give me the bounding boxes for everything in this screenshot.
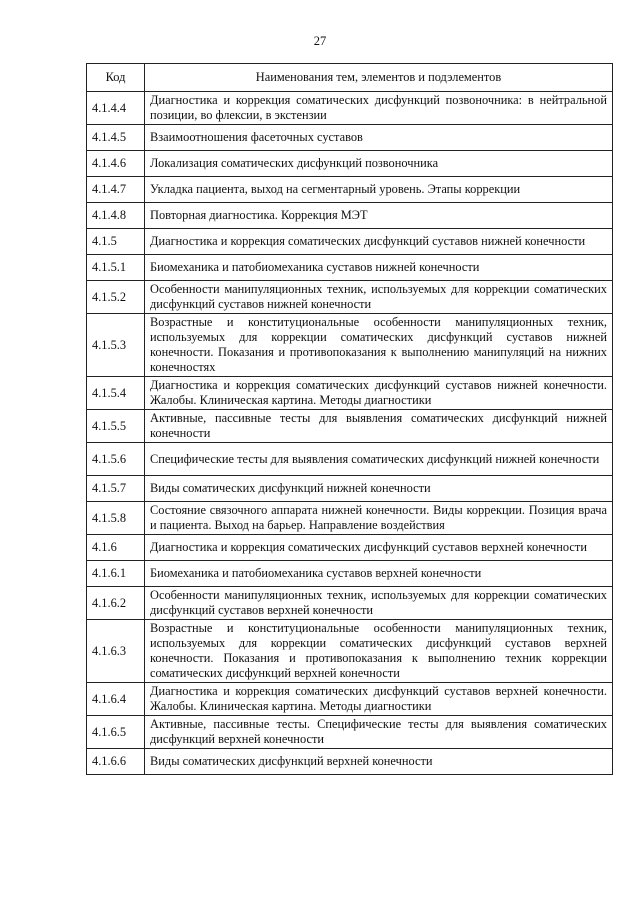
- row-title: Диагностика и коррекция соматических дисфункций позвоночника: в нейтральной позиции, во флексии, в экстензии: [145, 92, 613, 125]
- row-code: 4.1.4.4: [87, 92, 145, 125]
- header-name: Наименования тем, элементов и подэлементов: [145, 64, 613, 92]
- row-code: 4.1.5.2: [87, 281, 145, 314]
- table-row: [87, 683, 613, 716]
- topics-table: [86, 63, 613, 775]
- row-title: Активные, пассивные тесты для выявления соматических дисфункций нижней конечности: [145, 410, 613, 443]
- table-row: [87, 255, 613, 281]
- table-row: [87, 476, 613, 502]
- row-code: 4.1.5: [87, 229, 145, 255]
- header-code: Код: [87, 64, 145, 92]
- table-row: [87, 125, 613, 151]
- row-code: 4.1.5.4: [87, 377, 145, 410]
- row-title: Возрастные и конституциональные особенности манипуляционных техник, используемых для коррекции соматических дисфункций суставов верхней конечности. Показания и противопоказания к выполнению техник коррекции соматических дисфункций верхней конечности: [145, 620, 613, 683]
- row-code: 4.1.6.5: [87, 716, 145, 749]
- row-code: 4.1.5.8: [87, 502, 145, 535]
- row-title: Специфические тесты для выявления соматических дисфункций нижней конечности: [145, 443, 613, 476]
- table-row: [87, 749, 613, 775]
- row-title: Состояние связочного аппарата нижней конечности. Виды коррекции. Позиция врача и пациента. Выход на барьер. Направление воздействия: [145, 502, 613, 535]
- row-code: 4.1.5.1: [87, 255, 145, 281]
- row-title: Активные, пассивные тесты. Специфические тесты для выявления соматических дисфункций верхней конечности: [145, 716, 613, 749]
- row-code: 4.1.6.1: [87, 561, 145, 587]
- table-header-row: [87, 64, 613, 92]
- row-code: 4.1.5.6: [87, 443, 145, 476]
- table-row: [87, 587, 613, 620]
- table-row: [87, 203, 613, 229]
- row-code: 4.1.6.3: [87, 620, 145, 683]
- row-title: Особенности манипуляционных техник, используемых для коррекции соматических дисфункций суставов верхней конечности: [145, 587, 613, 620]
- table-row: [87, 377, 613, 410]
- row-title: Повторная диагностика. Коррекция МЭТ: [145, 203, 613, 229]
- table-row: [87, 535, 613, 561]
- row-title: Биомеханика и патобиомеханика суставов верхней конечности: [145, 561, 613, 587]
- row-code: 4.1.5.7: [87, 476, 145, 502]
- table-row: [87, 281, 613, 314]
- row-code: 4.1.5.3: [87, 314, 145, 377]
- row-code: 4.1.6.6: [87, 749, 145, 775]
- table-row: [87, 502, 613, 535]
- row-title: Диагностика и коррекция соматических дисфункций суставов нижней конечности. Жалобы. Клиническая картина. Методы диагностики: [145, 377, 613, 410]
- row-code: 4.1.6.2: [87, 587, 145, 620]
- row-code: 4.1.4.8: [87, 203, 145, 229]
- row-code: 4.1.6: [87, 535, 145, 561]
- row-title: Диагностика и коррекция соматических дисфункций суставов верхней конечности. Жалобы. Клиническая картина. Методы диагностики: [145, 683, 613, 716]
- table-row: [87, 92, 613, 125]
- row-code: 4.1.6.4: [87, 683, 145, 716]
- row-code: 4.1.4.5: [87, 125, 145, 151]
- table-row: [87, 620, 613, 683]
- row-title: Взаимоотношения фасеточных суставов: [145, 125, 613, 151]
- table-body: [87, 92, 613, 775]
- row-title: Виды соматических дисфункций верхней конечности: [145, 749, 613, 775]
- table-row: [87, 177, 613, 203]
- row-title: Возрастные и конституциональные особенности манипуляционных техник, используемых для коррекции соматических дисфункций суставов нижней конечности. Показания и противопоказания к выполнению манипуляций на нижних конечностях: [145, 314, 613, 377]
- table-row: [87, 561, 613, 587]
- table-row: [87, 229, 613, 255]
- row-title: Диагностика и коррекция соматических дисфункций суставов верхней конечности: [145, 535, 613, 561]
- row-code: 4.1.5.5: [87, 410, 145, 443]
- row-title: Укладка пациента, выход на сегментарный уровень. Этапы коррекции: [145, 177, 613, 203]
- table-row: [87, 443, 613, 476]
- row-title: Виды соматических дисфункций нижней конечности: [145, 476, 613, 502]
- row-title: Локализация соматических дисфункций позвоночника: [145, 151, 613, 177]
- row-title: Особенности манипуляционных техник, используемых для коррекции соматических дисфункций суставов нижней конечности: [145, 281, 613, 314]
- row-title: Диагностика и коррекция соматических дисфункций суставов нижней конечности: [145, 229, 613, 255]
- row-code: 4.1.4.6: [87, 151, 145, 177]
- row-code: 4.1.4.7: [87, 177, 145, 203]
- row-title: Биомеханика и патобиомеханика суставов нижней конечности: [145, 255, 613, 281]
- page-number: 27: [313, 34, 327, 48]
- table-row: [87, 716, 613, 749]
- table-row: [87, 151, 613, 177]
- table-row: [87, 410, 613, 443]
- table-row: [87, 314, 613, 377]
